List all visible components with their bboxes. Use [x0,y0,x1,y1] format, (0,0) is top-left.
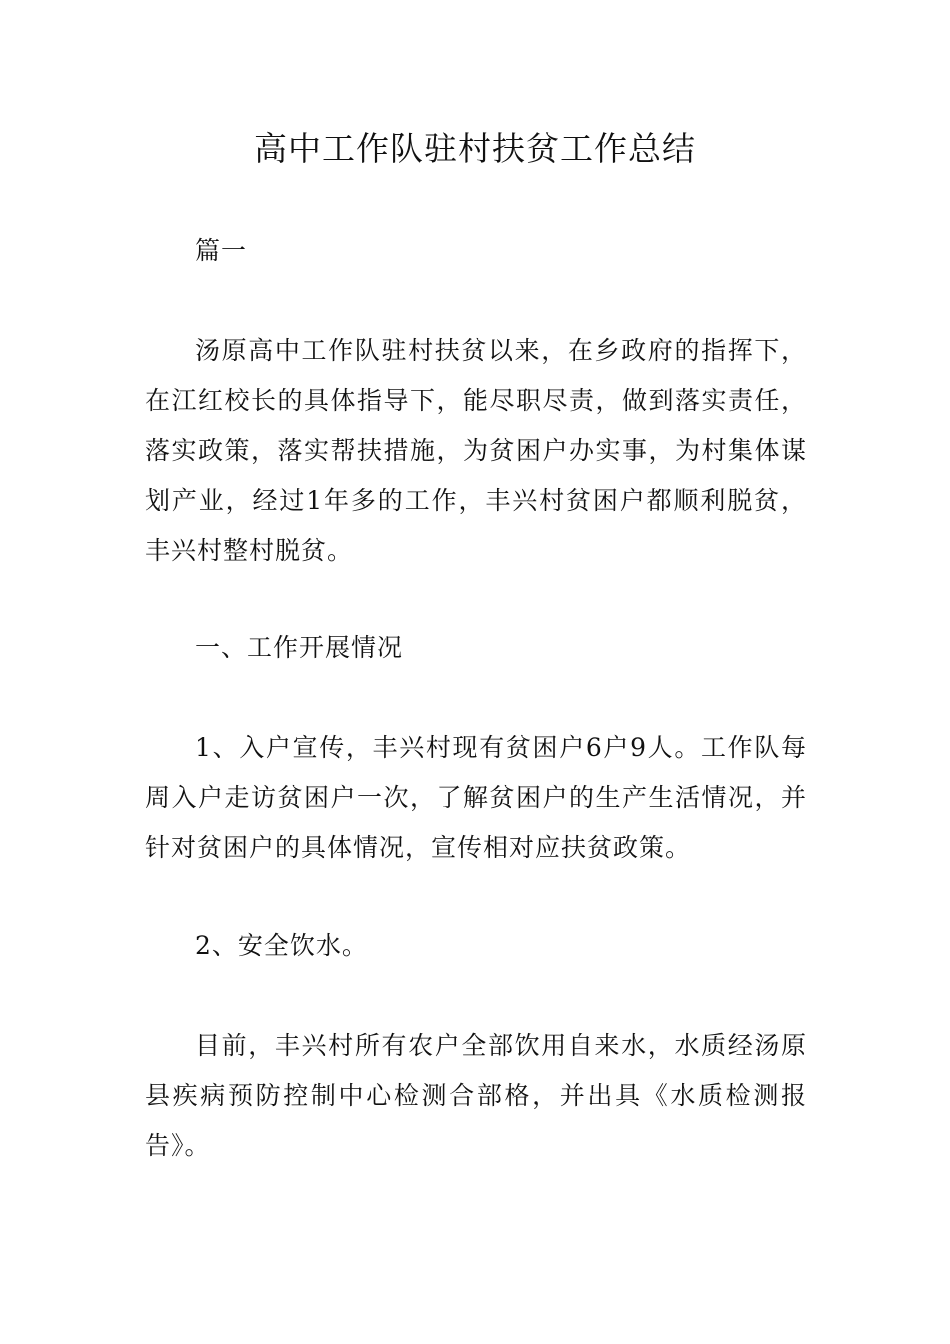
section-heading: 一、工作开展情况 [195,633,404,662]
paragraph-item-2-heading: 2、安全饮水。 [195,931,368,960]
paragraph-item-1: 1、入户宣传，丰兴村现有贫困户6户9人。工作队每周入户走访贫困户一次，了解贫困户的生产生活情况，并针对贫困户的具体情况，宣传相对应扶贫政策。 [145,733,807,862]
document-title: 高中工作队驻村扶贫工作总结 [254,129,696,168]
section-label: 篇一 [195,236,248,265]
paragraph-water: 目前，丰兴村所有农户全部饮用自来水，水质经汤原县疾病预防控制中心检测合部格，并出具《水质检测报告》。 [145,1031,807,1160]
paragraph-intro: 汤原高中工作队驻村扶贫以来，在乡政府的指挥下，在江红校长的具体指导下，能尽职尽责，做到落实责任，落实政策，落实帮扶措施，为贫困户办实事，为村集体谋划产业，经过1年多的工作，丰兴村贫困户都顺利脱贫，丰兴村整村脱贫。 [145,336,807,565]
